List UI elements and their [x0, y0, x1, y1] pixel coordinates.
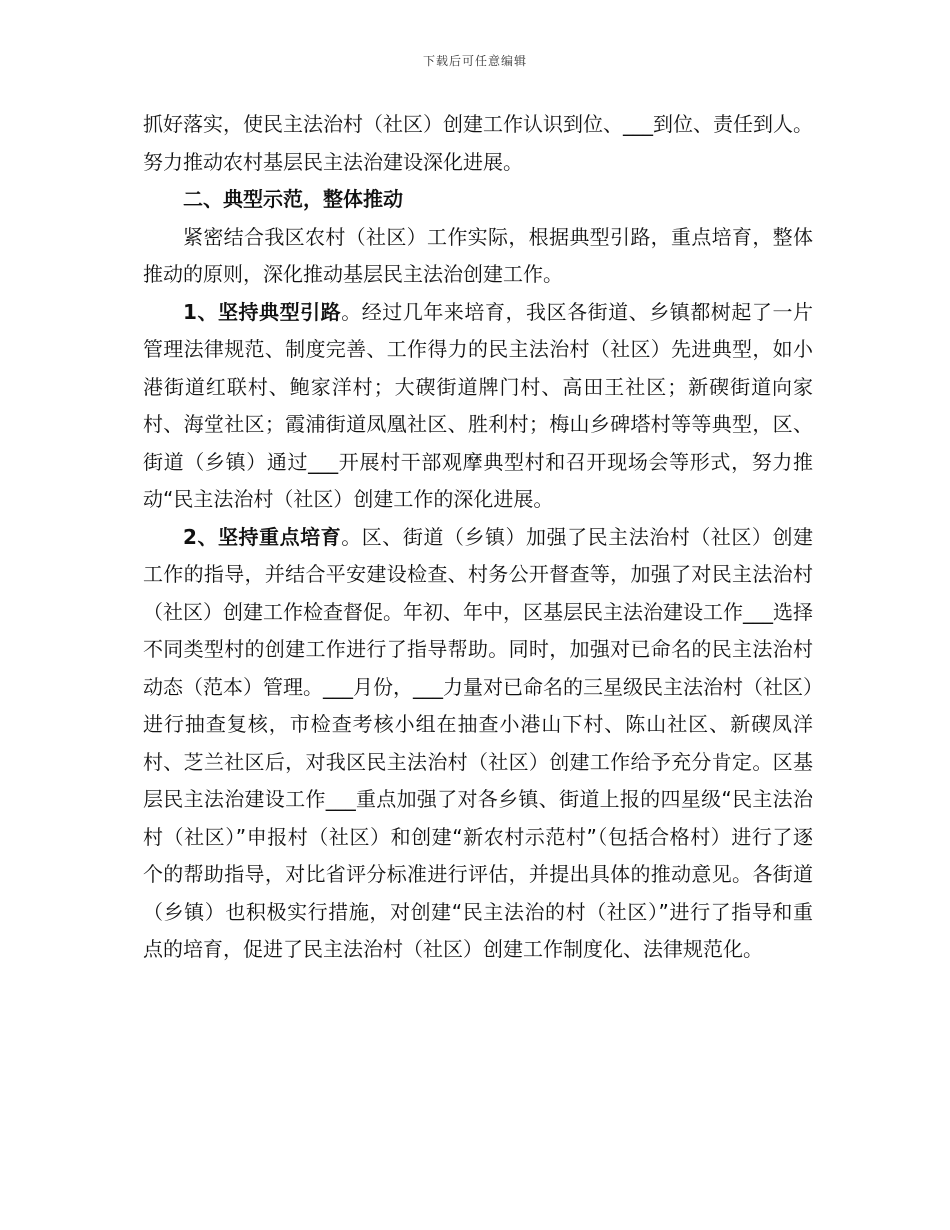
section-heading: 二、典型示范，整体推动 [183, 187, 403, 211]
paragraph-lead-key-cultivation: 2、坚持重点培育 [183, 524, 342, 549]
paragraph-typical-guidance [143, 294, 813, 519]
paragraph-key-cultivation [143, 519, 813, 969]
paragraph-continuation: 抓好落实，使民主法治村（社区）创建工作认识到位、___到位、责任到人。努力推动农村基层民主法治建设深化进展。 [143, 112, 813, 174]
paragraph-lead-typical-guidance: 1、坚持典型引路 [183, 299, 342, 324]
document-body [143, 106, 813, 969]
paragraph-body-typical-guidance: 。经过几年来培育，我区各街道、乡镇都树起了一片管理法律规范、制度完善、工作得力的民主法治村（社区）先进典型，如小港街道红联村、鲍家洋村；大碶街道牌门村、高田王社区；新碶街道向家村、海堂社区；霞浦街道凤凰社区、胜利村；梅山乡碑塔村等等典型，区、街道（乡镇）通过___开展村干部观摩典型村和召开现场会等形式，努力推动“民主法治村（社区）创建工作的深化进展。 [143, 299, 814, 511]
paragraph-body-key-cultivation: 。区、街道（乡镇）加强了民主法治村（社区）创建工作的指导，并结合平安建设检查、村务公开督查等，加强了对民主法治村（社区）创建工作检查督促。年初、年中，区基层民主法治建设工作___选择不同类型村的创建工作进行了指导帮助。同时，加强对已命名的民主法治村动态（范本）管理。___月份，___力量对已命名的三星级民主法治村（社区）进行抽查复核，市检查考核小组在抽查小港山下村、陈山社区、新碶凤洋村、芝兰社区后，对我区民主法治村（社区）创建工作给予充分肯定。区基层民主法治建设工作___重点加强了对各乡镇、街道上报的四星级“民主法治村（社区）”申报村（社区）和创建“新农村示范村”（包括合格村）进行了逐个的帮助指导，对比省评分标准进行评估，并提出具体的推动意见。各街道（乡镇）也积极实行措施，对创建“民主法治的村（社区）”进行了指导和重点的培育，促进了民主法治村（社区）创建工作制度化、法律规范化。 [143, 524, 814, 961]
page-header: 下载后可任意编辑 [422, 54, 527, 68]
paragraph-intro: 紧密结合我区农村（社区）工作实际，根据典型引路，重点培育，整体推动的原则，深化推动基层民主法治创建工作。 [143, 224, 813, 286]
